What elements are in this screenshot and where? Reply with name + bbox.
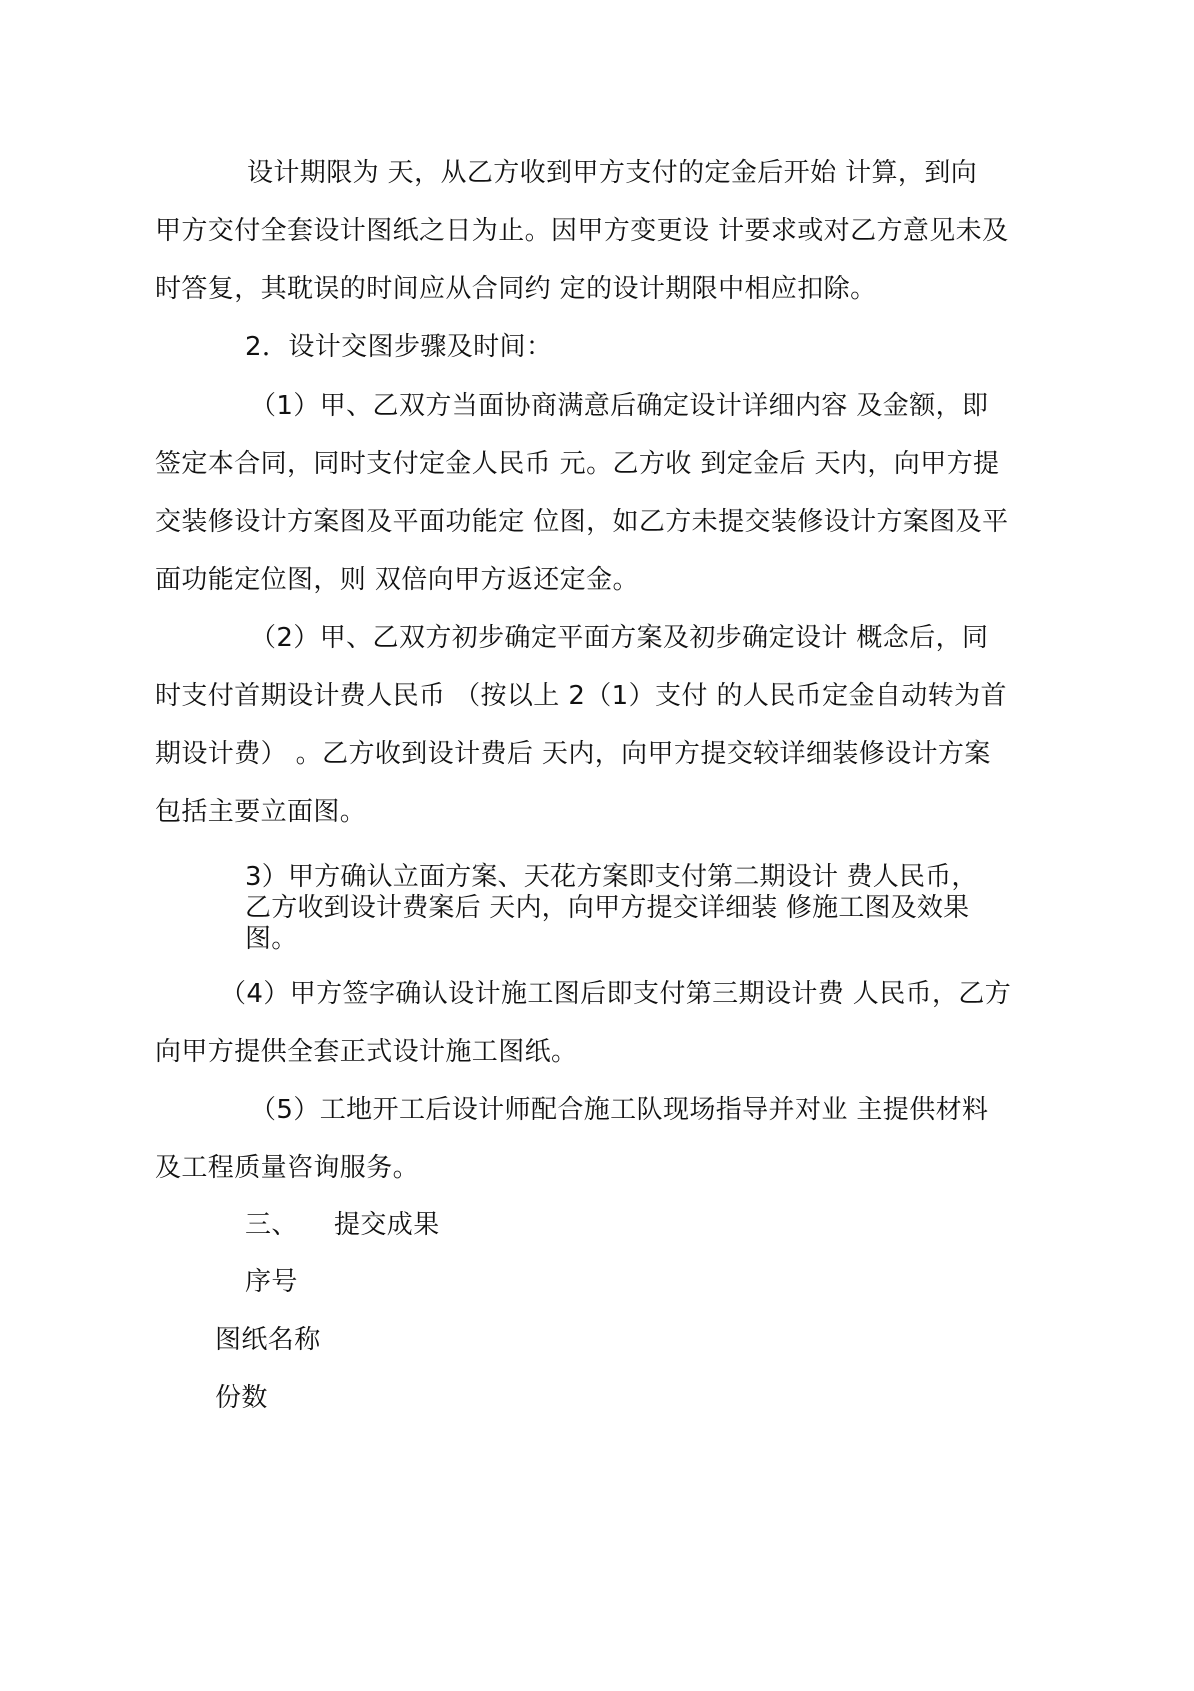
step5-line-1: （5）工地开工后设计师配合施工队现场指导并对业 主提供材料 — [250, 1095, 989, 1125]
step2-line-1: （2）甲、乙双方初步确定平面方案及初步确定设计 概念后，同 — [250, 623, 989, 653]
step3-line-1: 3）甲方确认立面方案、天花方案即支付第二期设计 费人民币， — [245, 862, 978, 892]
step1-line-4: 面功能定位图，则 双倍向甲方返还定金。 — [155, 565, 639, 595]
table-header-copies: 份数 — [215, 1383, 268, 1413]
heading-design-steps: 2．设计交图步骤及时间： — [245, 332, 553, 362]
step4-line-2: 向甲方提供全套正式设计施工图纸。 — [155, 1037, 578, 1067]
step4-line-1: （4）甲方签字确认设计施工图后即支付第三期设计费 人民币，乙方 — [220, 979, 1012, 1009]
table-header-drawing-name: 图纸名称 — [215, 1325, 321, 1355]
step1-line-1: （1）甲、乙双方当面协商满意后确定设计详细内容 及金额，即 — [250, 391, 989, 421]
step3-line-3: 图。 — [245, 924, 298, 954]
paragraph-period-line-3: 时答复，其耽误的时间应从合同约 定的设计期限中相应扣除。 — [155, 274, 877, 304]
step3-line-2: 乙方收到设计费案后 天内，向甲方提交详细装 修施工图及效果 — [245, 893, 970, 923]
step5-line-2: 及工程质量咨询服务。 — [155, 1153, 420, 1183]
table-header-serial: 序号 — [245, 1267, 298, 1297]
step1-line-2: 签定本合同，同时支付定金人民币 元。乙方收 到定金后 天内，向甲方提 — [155, 449, 1000, 479]
paragraph-period-line-2: 甲方交付全套设计图纸之日为止。因甲方变更设 计要求或对乙方意见未及 — [155, 216, 1009, 246]
step1-line-3: 交装修设计方案图及平面功能定 位图，如乙方未提交装修设计方案图及平 — [155, 507, 1009, 537]
step2-line-3: 期设计费） 。乙方收到设计费后 天内，向甲方提交较详细装修设计方案 — [155, 739, 991, 769]
section3-title: 提交成果 — [334, 1210, 440, 1240]
section3-number: 三、 — [245, 1210, 298, 1240]
step2-line-2: 时支付首期设计费人民币 （按以上 2（1）支付 的人民币定金自动转为首 — [155, 681, 1007, 711]
step2-line-4: 包括主要立面图。 — [155, 797, 367, 827]
paragraph-period-line-1: 设计期限为 天，从乙方收到甲方支付的定金后开始 计算，到向 — [247, 158, 978, 188]
